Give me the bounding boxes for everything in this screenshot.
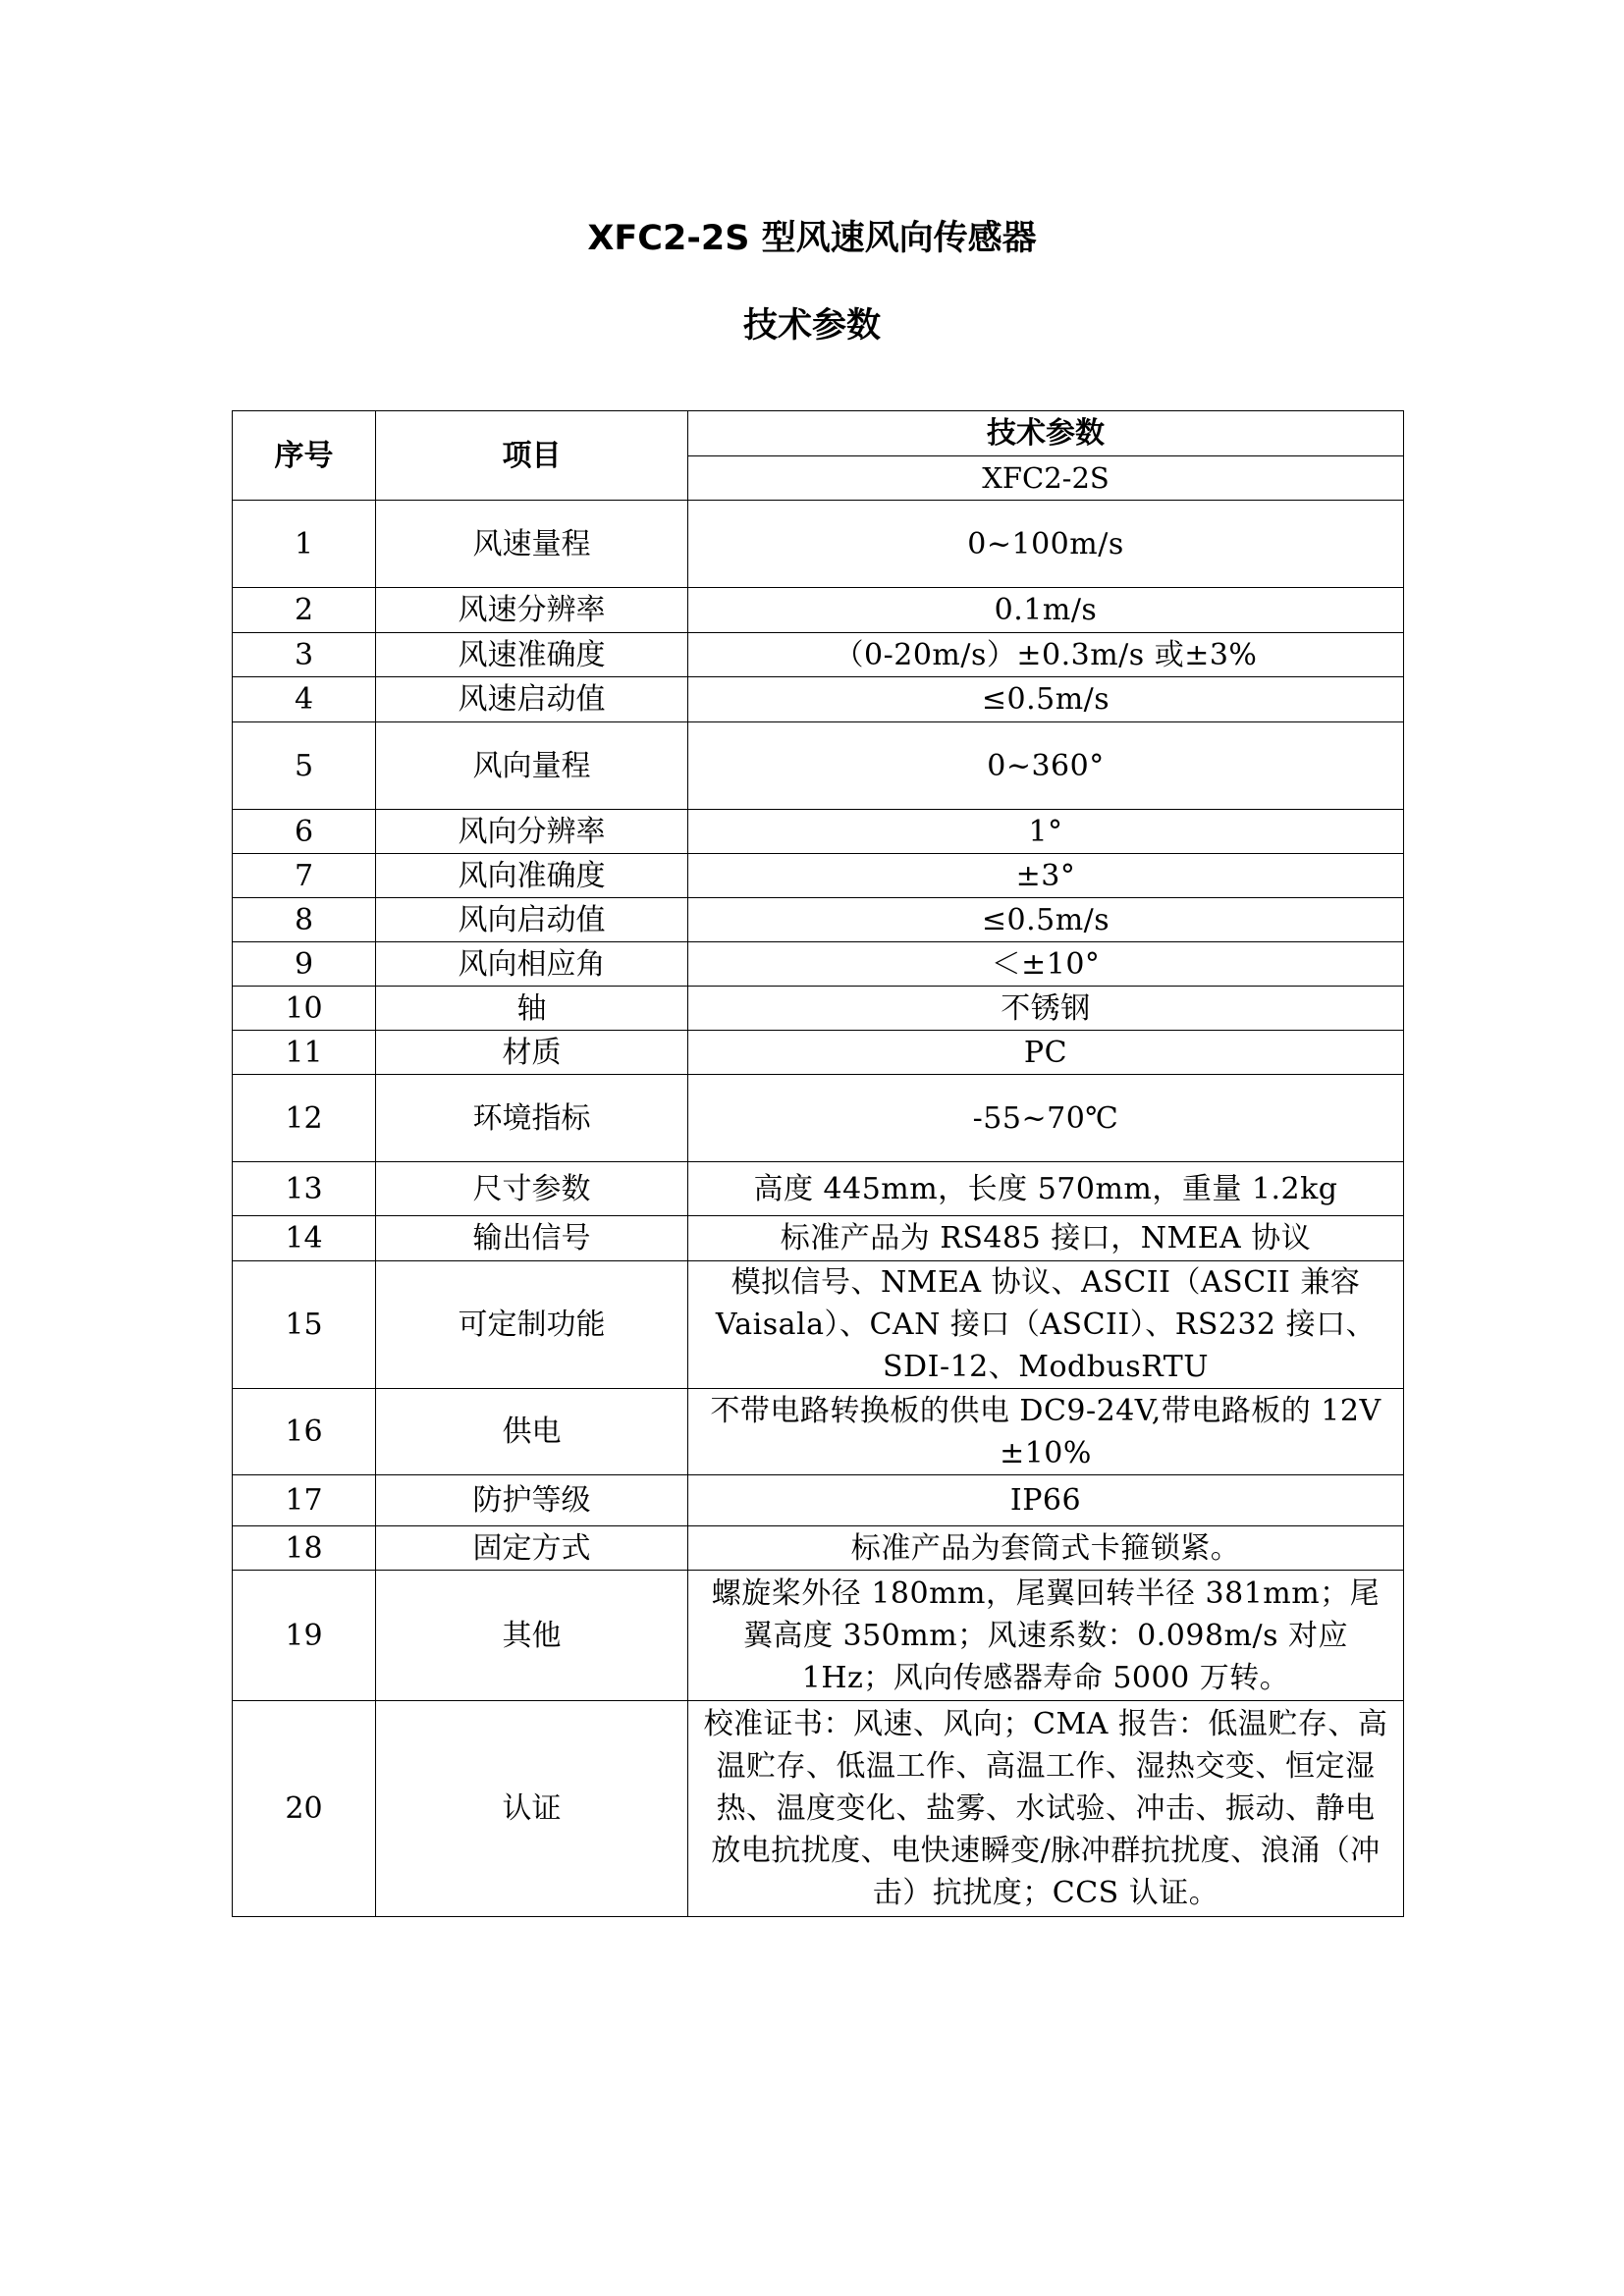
row-item: 风向准确度 xyxy=(376,854,688,898)
row-number: 1 xyxy=(233,501,376,588)
row-number: 12 xyxy=(233,1075,376,1162)
row-number: 6 xyxy=(233,810,376,854)
row-item: 防护等级 xyxy=(376,1475,688,1526)
row-value: 0.1m/s xyxy=(688,588,1404,633)
row-item: 风速启动值 xyxy=(376,677,688,722)
row-value: IP66 xyxy=(688,1475,1404,1526)
table-row xyxy=(233,588,1404,633)
row-value: 不带电路转换板的供电 DC9-24V,带电路板的 12V ±10% xyxy=(688,1389,1404,1475)
table-row xyxy=(233,501,1404,588)
header-item: 项目 xyxy=(376,411,688,501)
table-row xyxy=(233,898,1404,942)
row-item: 风速量程 xyxy=(376,501,688,588)
header-no: 序号 xyxy=(233,411,376,501)
row-value: 高度 445mm，长度 570mm，重量 1.2kg xyxy=(688,1162,1404,1216)
table-row xyxy=(233,1389,1404,1475)
table-row xyxy=(233,1526,1404,1571)
row-value: 0~100m/s xyxy=(688,501,1404,588)
row-item: 风向启动值 xyxy=(376,898,688,942)
row-number: 16 xyxy=(233,1389,376,1475)
header-params: 技术参数 xyxy=(688,411,1404,456)
row-number: 19 xyxy=(233,1571,376,1701)
row-value: 模拟信号、NMEA 协议、ASCII（ASCII 兼容 Vaisala）、CAN 接口（ASCII）、RS232 接口、SDI-12、ModbusRTU xyxy=(688,1261,1404,1389)
row-item: 供电 xyxy=(376,1389,688,1475)
row-item: 尺寸参数 xyxy=(376,1162,688,1216)
table-row xyxy=(233,1475,1404,1526)
row-value: 校准证书：风速、风向；CMA 报告：低温贮存、高温贮存、低温工作、高温工作、湿热交变、恒定湿热、温度变化、盐雾、水试验、冲击、振动、静电放电抗扰度、电快速瞬变/脉冲群抗扰度、浪涌（冲击）抗扰度；CCS 认证。 xyxy=(688,1701,1404,1917)
row-number: 15 xyxy=(233,1261,376,1389)
row-value: 标准产品为 RS485 接口，NMEA 协议 xyxy=(688,1216,1404,1261)
row-item: 输出信号 xyxy=(376,1216,688,1261)
row-item: 风速准确度 xyxy=(376,633,688,677)
row-item: 风向量程 xyxy=(376,722,688,810)
row-value: 不锈钢 xyxy=(688,987,1404,1031)
row-number: 4 xyxy=(233,677,376,722)
row-value: ±3° xyxy=(688,854,1404,898)
row-item: 可定制功能 xyxy=(376,1261,688,1389)
spec-table xyxy=(232,410,1404,1917)
table-row xyxy=(233,1571,1404,1701)
row-value: -55~70℃ xyxy=(688,1075,1404,1162)
row-value: ≤0.5m/s xyxy=(688,677,1404,722)
row-number: 11 xyxy=(233,1031,376,1075)
row-value: 1° xyxy=(688,810,1404,854)
row-number: 18 xyxy=(233,1526,376,1571)
row-item: 固定方式 xyxy=(376,1526,688,1571)
document-subtitle: 技术参数 xyxy=(742,306,881,346)
document-title: XFC2-2S 型风速风向传感器 xyxy=(587,219,1037,258)
row-item: 材质 xyxy=(376,1031,688,1075)
row-value: ≤0.5m/s xyxy=(688,898,1404,942)
row-item: 风向相应角 xyxy=(376,942,688,987)
row-number: 20 xyxy=(233,1701,376,1917)
table-row xyxy=(233,1162,1404,1216)
table-row xyxy=(233,1216,1404,1261)
table-row xyxy=(233,722,1404,810)
row-item: 轴 xyxy=(376,987,688,1031)
row-number: 5 xyxy=(233,722,376,810)
row-number: 14 xyxy=(233,1216,376,1261)
row-number: 13 xyxy=(233,1162,376,1216)
row-item: 环境指标 xyxy=(376,1075,688,1162)
row-number: 10 xyxy=(233,987,376,1031)
table-row xyxy=(233,987,1404,1031)
row-value: PC xyxy=(688,1031,1404,1075)
table-row xyxy=(233,942,1404,987)
row-value: ＜±10° xyxy=(688,942,1404,987)
row-number: 9 xyxy=(233,942,376,987)
table-row xyxy=(233,1701,1404,1917)
table-row xyxy=(233,810,1404,854)
table-row xyxy=(233,854,1404,898)
row-item: 其他 xyxy=(376,1571,688,1701)
row-value: 螺旋桨外径 180mm，尾翼回转半径 381mm；尾翼高度 350mm；风速系数：0.098m/s 对应 1Hz；风向传感器寿命 5000 万转。 xyxy=(688,1571,1404,1701)
row-item: 认证 xyxy=(376,1701,688,1917)
row-number: 3 xyxy=(233,633,376,677)
table-row xyxy=(233,1261,1404,1389)
row-number: 7 xyxy=(233,854,376,898)
table-row xyxy=(233,633,1404,677)
row-value: 0~360° xyxy=(688,722,1404,810)
row-number: 8 xyxy=(233,898,376,942)
row-item: 风向分辨率 xyxy=(376,810,688,854)
table-row xyxy=(233,1075,1404,1162)
table-row xyxy=(233,1031,1404,1075)
row-item: 风速分辨率 xyxy=(376,588,688,633)
row-number: 17 xyxy=(233,1475,376,1526)
row-number: 2 xyxy=(233,588,376,633)
row-value: 标准产品为套筒式卡箍锁紧。 xyxy=(688,1526,1404,1571)
table-row xyxy=(233,677,1404,722)
header-model: XFC2-2S xyxy=(688,456,1404,501)
row-value: （0-20m/s）±0.3m/s 或±3% xyxy=(688,633,1404,677)
